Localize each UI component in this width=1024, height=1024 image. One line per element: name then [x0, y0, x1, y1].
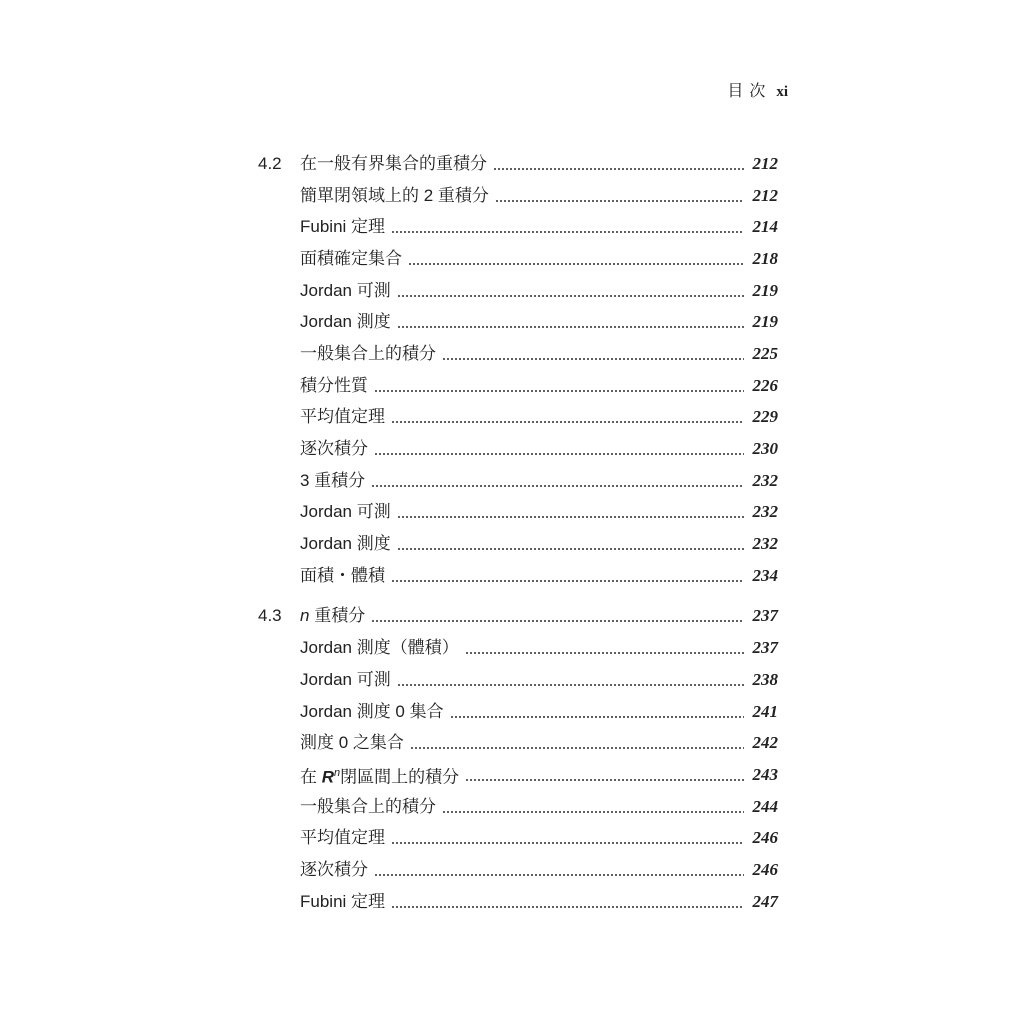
toc-dot-leader: [371, 620, 744, 622]
toc-entry-row[interactable]: [258, 497, 778, 529]
toc-page-number: 214: [752, 217, 778, 237]
toc-entry-row[interactable]: [258, 433, 778, 465]
toc-page-number: 218: [752, 248, 778, 268]
toc-entry-title: Fubini 定理: [300, 891, 386, 911]
toc-entry-title: 逐次積分: [300, 439, 368, 459]
toc-page-number: 212: [752, 185, 778, 205]
toc-entry-title: 在一般有界集合的重積分: [300, 153, 487, 173]
toc-entry-row[interactable]: [258, 854, 778, 886]
toc-entry-row[interactable]: [258, 696, 778, 728]
toc-dot-leader: [450, 716, 744, 718]
toc-entry-title: Fubini 定理: [300, 217, 386, 237]
toc-dot-leader: [391, 421, 744, 423]
toc-dot-leader: [374, 874, 744, 876]
toc-entry-row[interactable]: [258, 465, 778, 497]
toc-entry-title: [300, 606, 369, 626]
toc-dot-leader: [442, 811, 744, 813]
toc-dot-leader: [397, 548, 744, 550]
toc-entry-row[interactable]: [258, 528, 778, 560]
toc-entry-row[interactable]: [258, 822, 778, 854]
toc-page-number: 230: [752, 439, 778, 459]
toc-dot-leader: [495, 200, 744, 202]
toc-entry-row[interactable]: [258, 560, 778, 592]
toc-entry-title: Jordan 可測: [300, 280, 391, 300]
toc-entry-row[interactable]: [258, 338, 778, 370]
toc-dot-leader: [374, 390, 744, 392]
toc-title-superscript-n: n: [334, 766, 341, 779]
toc-entry-row[interactable]: [258, 759, 778, 791]
toc-page-number: 232: [752, 470, 778, 490]
toc-dot-leader: [391, 231, 744, 233]
toc-entry-row[interactable]: [258, 791, 778, 823]
table-of-contents: [258, 148, 778, 918]
toc-entry-title: 面積・體積: [300, 565, 385, 585]
toc-page-number: 237: [752, 638, 778, 658]
toc-dot-leader: [397, 516, 744, 518]
toc-entry-row[interactable]: [258, 370, 778, 402]
toc-page-number: 244: [752, 796, 778, 816]
toc-entry-row[interactable]: [258, 727, 778, 759]
toc-entry-title: Jordan 測度 0 集合: [300, 701, 444, 721]
toc-dot-leader: [397, 684, 744, 686]
toc-entry-title: Jordan 可測: [300, 502, 391, 522]
toc-dot-leader: [465, 779, 744, 781]
toc-entry-row[interactable]: [258, 632, 778, 664]
toc-page-number: 232: [752, 502, 778, 522]
toc-section-number: 4.2: [258, 153, 282, 173]
toc-dot-leader: [397, 295, 744, 297]
running-head: [727, 78, 788, 101]
toc-entry-title: 逐次積分: [300, 859, 368, 879]
toc-entry-title: 面積確定集合: [300, 248, 402, 268]
toc-page-number: 241: [752, 701, 778, 721]
toc-title-prefix: 在: [300, 767, 322, 787]
toc-entry-row[interactable]: [258, 275, 778, 307]
toc-entry-title: 簡單閉領域上的 2 重積分: [300, 185, 489, 205]
toc-entry-title: 積分性質: [300, 375, 368, 395]
toc-dot-leader: [493, 168, 744, 170]
toc-page-number: 226: [752, 375, 778, 395]
toc-entry-title: 測度 0 之集合: [300, 733, 404, 753]
toc-entry-title: Jordan 測度（體積）: [300, 638, 459, 658]
toc-page-number: 229: [752, 407, 778, 427]
toc-dot-leader: [397, 326, 744, 328]
toc-title-italic-n: n: [300, 606, 310, 626]
toc-entry-row[interactable]: [258, 306, 778, 338]
toc-page-number: 212: [752, 153, 778, 173]
toc-page-number: 238: [752, 669, 778, 689]
toc-page-number: 219: [752, 312, 778, 332]
toc-section-row[interactable]: [258, 148, 778, 180]
toc-dot-leader: [391, 842, 744, 844]
toc-section-row[interactable]: [258, 601, 778, 633]
toc-page-number: 242: [752, 733, 778, 753]
toc-title-text: 閉區間上的積分: [340, 767, 460, 787]
toc-dot-leader: [442, 358, 744, 360]
running-head-title: 目 次: [727, 83, 767, 100]
toc-page-number: 246: [752, 859, 778, 879]
toc-entry-title: Jordan 測度: [300, 312, 391, 332]
toc-entry-title: Jordan 測度: [300, 534, 391, 554]
toc-title-text: 重積分: [309, 606, 366, 626]
toc-dot-leader: [410, 747, 744, 749]
toc-entry-row[interactable]: [258, 243, 778, 275]
toc-entry-row[interactable]: [258, 180, 778, 212]
toc-page-number: 247: [752, 891, 778, 911]
toc-dot-leader: [371, 485, 744, 487]
toc-page-number: 225: [752, 343, 778, 363]
toc-entry-title: 一般集合上的積分: [300, 796, 436, 816]
running-head-page-number: xi: [776, 84, 788, 100]
toc-entry-row[interactable]: [258, 402, 778, 434]
toc-entry-title: 平均值定理: [300, 828, 385, 848]
toc-page-number: 243: [752, 764, 778, 784]
toc-page-number: 232: [752, 534, 778, 554]
toc-dot-leader: [465, 652, 744, 654]
toc-dot-leader: [374, 453, 744, 455]
toc-entry-title: Jordan 可測: [300, 669, 391, 689]
toc-entry-row[interactable]: [258, 886, 778, 918]
toc-dot-leader: [391, 580, 744, 582]
toc-entry-title: 平均值定理: [300, 407, 385, 427]
toc-entry-title: 一般集合上的積分: [300, 343, 436, 363]
toc-entry-title: 3 重積分: [300, 470, 366, 490]
toc-entry-row[interactable]: [258, 211, 778, 243]
toc-entry-row[interactable]: [258, 664, 778, 696]
toc-page-number: 246: [752, 828, 778, 848]
toc-title-symbol-r: R: [321, 767, 335, 787]
toc-entry-title: [300, 763, 463, 788]
toc-dot-leader: [408, 263, 744, 265]
toc-dot-leader: [391, 906, 744, 908]
toc-section-number: 4.3: [258, 606, 282, 626]
toc-page-number: 237: [752, 606, 778, 626]
toc-page-number: 219: [752, 280, 778, 300]
toc-page-number: 234: [752, 565, 778, 585]
